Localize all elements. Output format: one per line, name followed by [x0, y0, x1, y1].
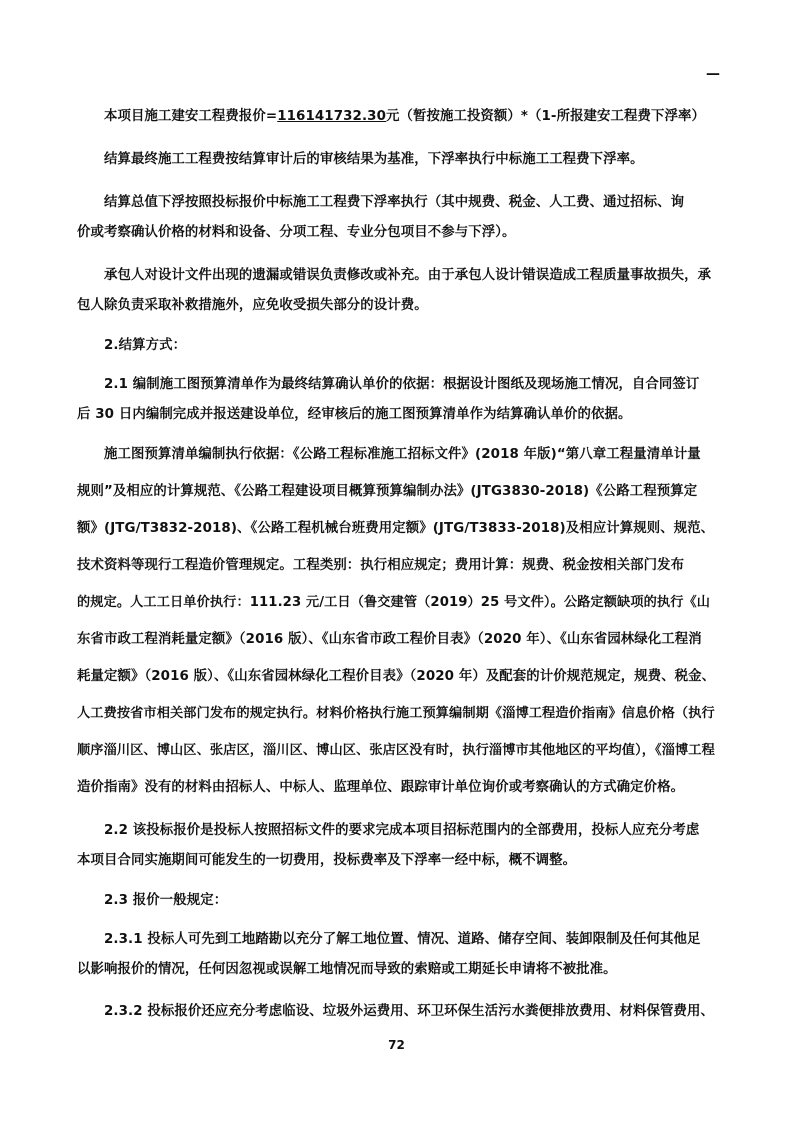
page-number: 72	[388, 1038, 405, 1052]
paragraph-line: 以影响报价的情况，任何因忽视或误解工地情况而导致的索赔或工期延长申请将不被批准。	[77, 962, 617, 977]
price-formula-prefix: 本项目施工建安工程费报价=	[104, 109, 278, 124]
paragraph-line: 额》(JTG/T3832-2018)、《公路工程机械台班费用定额》(JTG/T3833-2018)及相应计算规则、规范、	[77, 521, 715, 536]
paragraph-line: 2.1 编制施工图预算清单作为最终结算确认单价的依据：根据设计图纸及现场施工情况，自合同签订	[104, 377, 700, 392]
paragraph-line: 东省市政工程消耗量定额》（2016 版）、《山东省市政工程价目表》（2020 年）、《山东省园林绿化工程消	[77, 632, 702, 647]
paragraph-line: 造价指南》没有的材料由招标人、中标人、监理单位、跟踪审计单位询价或考察确认的方式确定价格。	[77, 780, 685, 795]
paragraph-line: 顺序淄川区、博山区、张店区，淄川区、博山区、张店区没有时，执行淄博市其他地区的平均值），《淄博工程	[77, 743, 715, 758]
paragraph-line: 人工费按省市相关部门发布的规定执行。材料价格执行施工预算编制期《淄博工程造价指南》信息价格（执行	[77, 706, 715, 721]
paragraph-line: 包人除负责采取补救措施外，应免收受损失部分的设计费。	[77, 298, 428, 313]
paragraph-line: 2.3.1 投标人可先到工地踏勘以充分了解工地位置、情况、道路、储存空间、装卸限制及任何其他足	[104, 932, 701, 947]
paragraph-line: 后 30 日内编制完成并报送建设单位，经审核后的施工图预算清单作为结算确认单价的依据。	[77, 407, 632, 422]
paragraph-line: 结算最终施工工程费按结算审计后的审核结果为基准，下浮率执行中标施工工程费下浮率。	[104, 152, 644, 167]
paragraph-line: 承包人对设计文件出现的遗漏或错误负责修改或补充。由于承包人设计错误造成工程质量事故损失，承	[104, 268, 712, 283]
paragraph-line	[104, 107, 705, 127]
paragraph-line: 规则”及相应的计算规范、《公路工程建设项目概算预算编制办法》(JTG3830-2018)《公路工程预算定	[77, 484, 698, 499]
price-formula-suffix: 元（暂按施工投资额）*（1-所报建安工程费下浮率）	[386, 109, 705, 124]
paragraph-line: 技术资料等现行工程造价管理规定。工程类别：执行相应规定；费用计算：规费、税金按相关部门发布	[77, 558, 685, 573]
section-heading: 2.结算方式：	[104, 338, 187, 353]
paragraph-line: 耗量定额》（2016 版）、《山东省园林绿化工程价目表》（2020 年）及配套的计价规范规定，规费、税金、	[77, 669, 716, 684]
paragraph-line: 2.2 该投标报价是投标人按照招标文件的要求完成本项目招标范围内的全部费用，投标人应充分考虑	[104, 823, 700, 838]
paragraph-line: 本项目合同实施期间可能发生的一切费用，投标费率及下浮率一经中标，概不调整。	[77, 853, 577, 868]
paragraph-line: 2.3.2 投标报价还应充分考虑临设、垃圾外运费用、环卫环保生活污水粪便排放费用、材料保管费用、	[104, 1004, 714, 1019]
price-amount: 116141732.30	[277, 109, 386, 124]
paragraph-line: 结算总值下浮按照投标报价中标施工工程费下浮率执行（其中规费、税金、人工费、通过招标、询	[104, 195, 685, 210]
section-heading: 2.3 报价一般规定：	[104, 893, 228, 908]
paragraph-line: 价或考察确认价格的材料和设备、分项工程、专业分包项目不参与下浮）。	[77, 225, 516, 240]
paragraph-line: 施工图预算清单编制执行依据：《公路工程标准施工招标文件》(2018 年版)“第八章工程量清单计量	[104, 447, 701, 462]
header-mark: —	[706, 66, 720, 82]
paragraph-line: 的规定。人工工日单价执行：111.23 元/工日（鲁交建管（2019）25 号文件）。公路定额缺项的执行《山	[77, 595, 711, 610]
